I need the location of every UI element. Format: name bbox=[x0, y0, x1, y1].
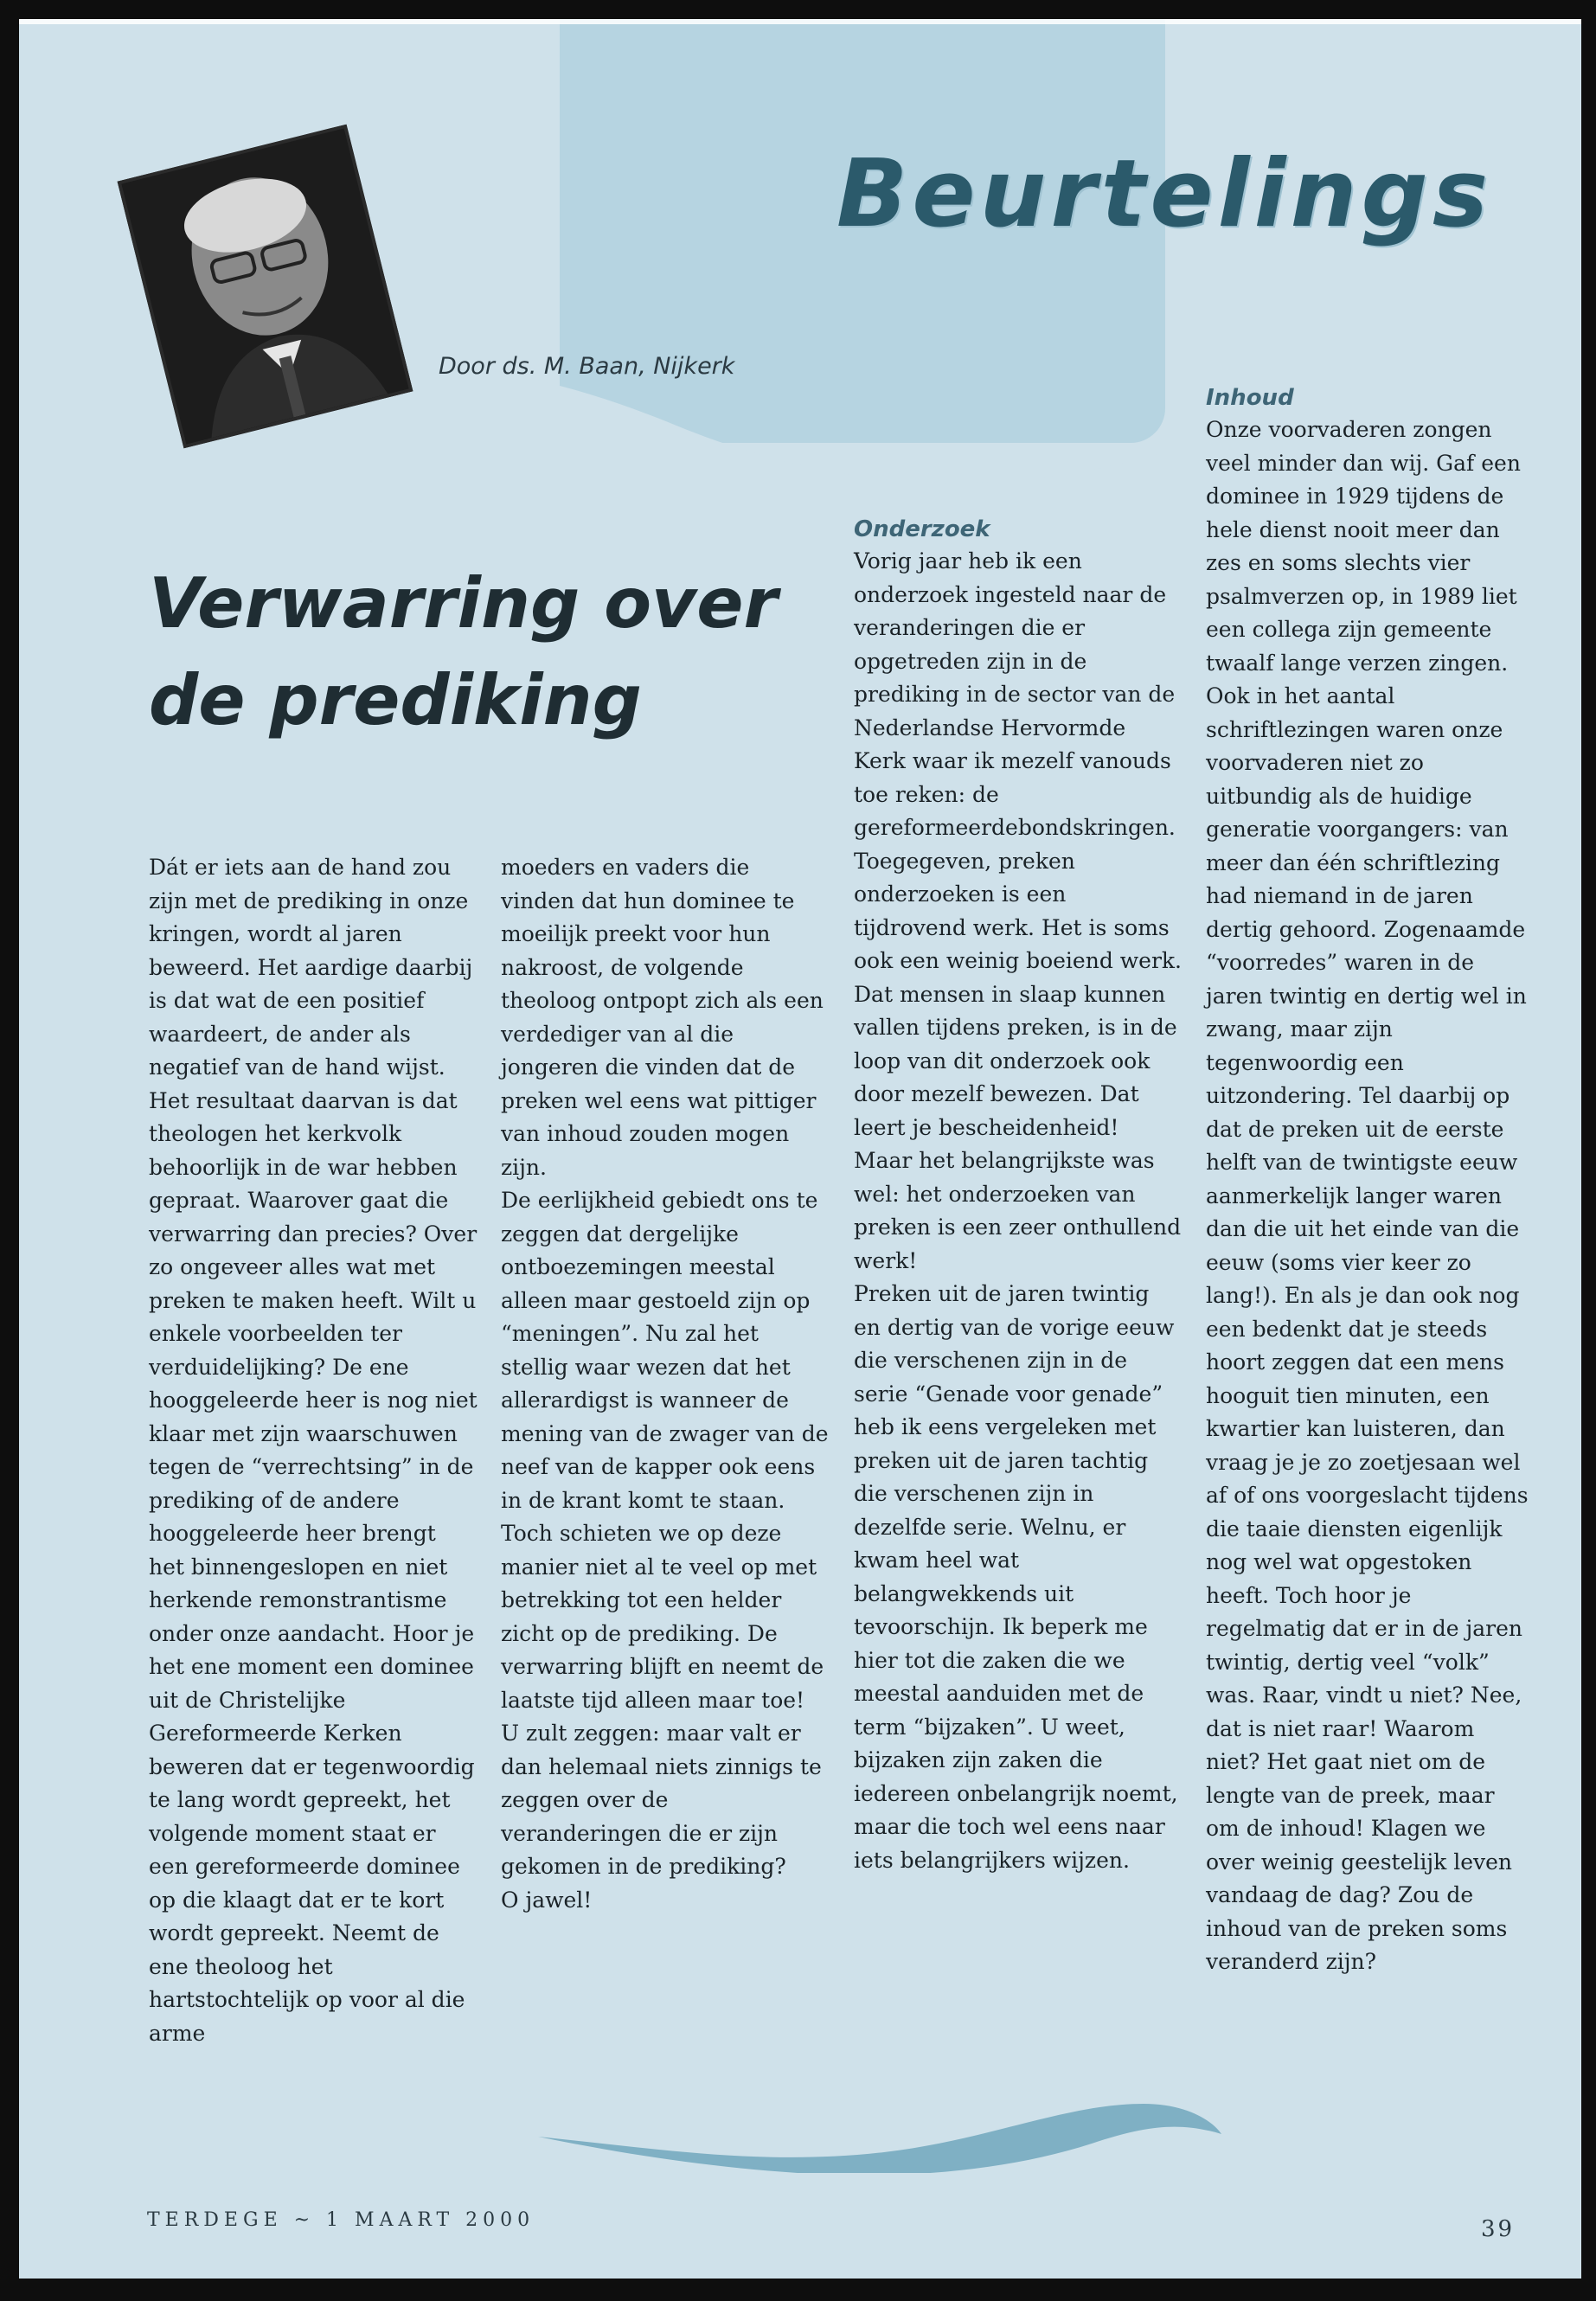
decorative-wave-bottom bbox=[538, 2069, 1230, 2173]
paragraph: Onze voorvaderen zongen veel minder dan wij. Gaf een dominee in 1929 tijdens de hele dienst nooit meer dan zes en soms slechts vier psalmverzen op, in 1989 liet een collega zijn gemeente twaalf lange verzen zingen. Ook in het aantal schriftlezingen waren onze voorvaderen niet zo uitbundig als de huidige generatie voorgangers: van meer dan één schriftlezing had niemand in de jaren dertig gehoord. Zogenaamde “voorredes” waren in de jaren twintig en dertig wel in zwang, maar zijn tegenwoordig een uitzondering. Tel daarbij op dat de preken uit de eerste helft van de twintigste eeuw aanmerkelijk langer waren dan die uit het einde van die eeuw (soms vier keer zo lang!). En als je dan ook nog een bedenkt dat je steeds hoort zeggen dat een mens hooguit tien minuten, een kwartier kan luisteren, dan vraag je je zo zoetjesaan wel af of ons voorgeslacht tijdens die taaie diensten eigenlijk nog wel wat opgestoken heeft. Toch hoor je regelmatig dat er in de jaren twintig, dertig veel “volk” was. Raar, vindt u niet? Nee, dat is niet raar! Waarom niet? Het gaat niet om de lengte van de preek, maar om de inhoud! Klagen we over weinig geestelijk leven vandaag de dag? Zou de inhoud van de preken soms veranderd zijn? bbox=[1206, 417, 1529, 1974]
paragraph: De eerlijkheid gebiedt ons te zeggen dat dergelijke ontboezemingen meestal alleen maar gestoeld zijn op “meningen”. Nu zal het stellig waar wezen dat het allerardigst is wanneer de mening van de zwager van de neef van de kapper ook eens in de krant komt te staan. Toch schieten we op deze manier niet al te veel op met betrekking tot een helder zicht op de prediking. De verwarring blijft en neemt de laatste tijd alleen maar toe! U zult zeggen: maar valt er dan helemaal niets zinnigs te zeggen over de veranderingen die er zijn gekomen in de prediking? bbox=[501, 1188, 829, 1879]
headline-line-2: de prediking bbox=[149, 660, 642, 740]
paragraph: moeders en vaders die vinden dat hun dominee te moeilijk preekt voor hun nakroost, de volgende theoloog ontpopt zich als een verdediger van al die jongeren die vinden dat de preken wel eens wat pittiger van inhoud zouden mogen zijn. bbox=[501, 855, 824, 1180]
footer-magazine-info: TERDEGE ~ 1 MAART 2000 bbox=[147, 2209, 535, 2231]
page-number: 39 bbox=[1481, 2216, 1516, 2242]
byline: Door ds. M. Baan, Nijkerk bbox=[439, 353, 735, 380]
article-column-2 bbox=[501, 851, 830, 1917]
headline bbox=[149, 555, 806, 749]
article-column-3 bbox=[854, 514, 1183, 1877]
headline-line-1: Verwarring over bbox=[149, 563, 778, 644]
article-column-1 bbox=[149, 851, 478, 2050]
paragraph: Preken uit de jaren twintig en dertig van de vorige eeuw die verschenen zijn in de serie “Genade voor genade” heb ik eens vergeleken met preken uit de jaren tachtig die verschenen zijn in dezelfde serie. Welnu, er kwam heel wat belangwekkends uit tevoorschijn. Ik beperk me hier tot die zaken die we meestal aanduiden met de term “bijzaken”. U weet, bijzaken zijn zaken die iedereen onbelangrijk noemt, maar die toch wel eens naar iets belangrijkers wijzen. bbox=[854, 1281, 1178, 1873]
section-title: Beurtelings bbox=[836, 140, 1493, 248]
subheading-inhoud: Inhoud bbox=[1206, 385, 1294, 411]
paragraph: O jawel! bbox=[501, 1887, 593, 1913]
paragraph: Dát er iets aan de hand zou zijn met de prediking in onze kringen, wordt al jaren beweerd. Het aardige daarbij is dat wat de een positief waardeert, de ander als negatief van de hand wijst. Het resultaat daarvan is dat theologen het kerkvolk behoorlijk in de war hebben gepraat. Waarover gaat die verwarring dan precies? Over zo ongeveer alles wat met preken te maken heeft. Wilt u enkele voorbeelden ter verduidelijking? De ene hooggeleerde heer is nog niet klaar met zijn waarschuwen tegen de “verrechtsing” in de prediking of de andere hooggeleerde heer brengt het binnengeslopen en niet herkende remonstrantisme onder onze aandacht. Hoor je het ene moment een dominee uit de Christelijke Gereformeerde Kerken beweren dat er tegenwoordig te lang wordt gepreekt, het volgende moment staat er een gereformeerde dominee op die klaagt dat er te kort wordt gepreekt. Neemt de ene theoloog het hartstochtelijk op voor al die arme bbox=[149, 855, 478, 2046]
article-column-4 bbox=[1206, 382, 1535, 1979]
subheading-onderzoek: Onderzoek bbox=[854, 516, 990, 542]
magazine-page bbox=[19, 19, 1581, 2279]
scan-edge bbox=[19, 19, 1581, 24]
paragraph: Vorig jaar heb ik een onderzoek ingesteld naar de veranderingen die er opgetreden zijn in de prediking in de sector van de Nederlandse Hervormde Kerk waar ik mezelf vanouds toe reken: de gereformeerdebondskringen. Toegegeven, preken onderzoeken is een tijdrovend werk. Het is soms ook een weinig boeiend werk. Dat mensen in slaap kunnen vallen tijdens preken, is in de loop van dit onderzoek ook door mezelf bewezen. Dat leert je bescheidenheid! Maar het belangrijkste was wel: het onderzoeken van preken is een zeer onthullend werk! bbox=[854, 548, 1183, 1273]
